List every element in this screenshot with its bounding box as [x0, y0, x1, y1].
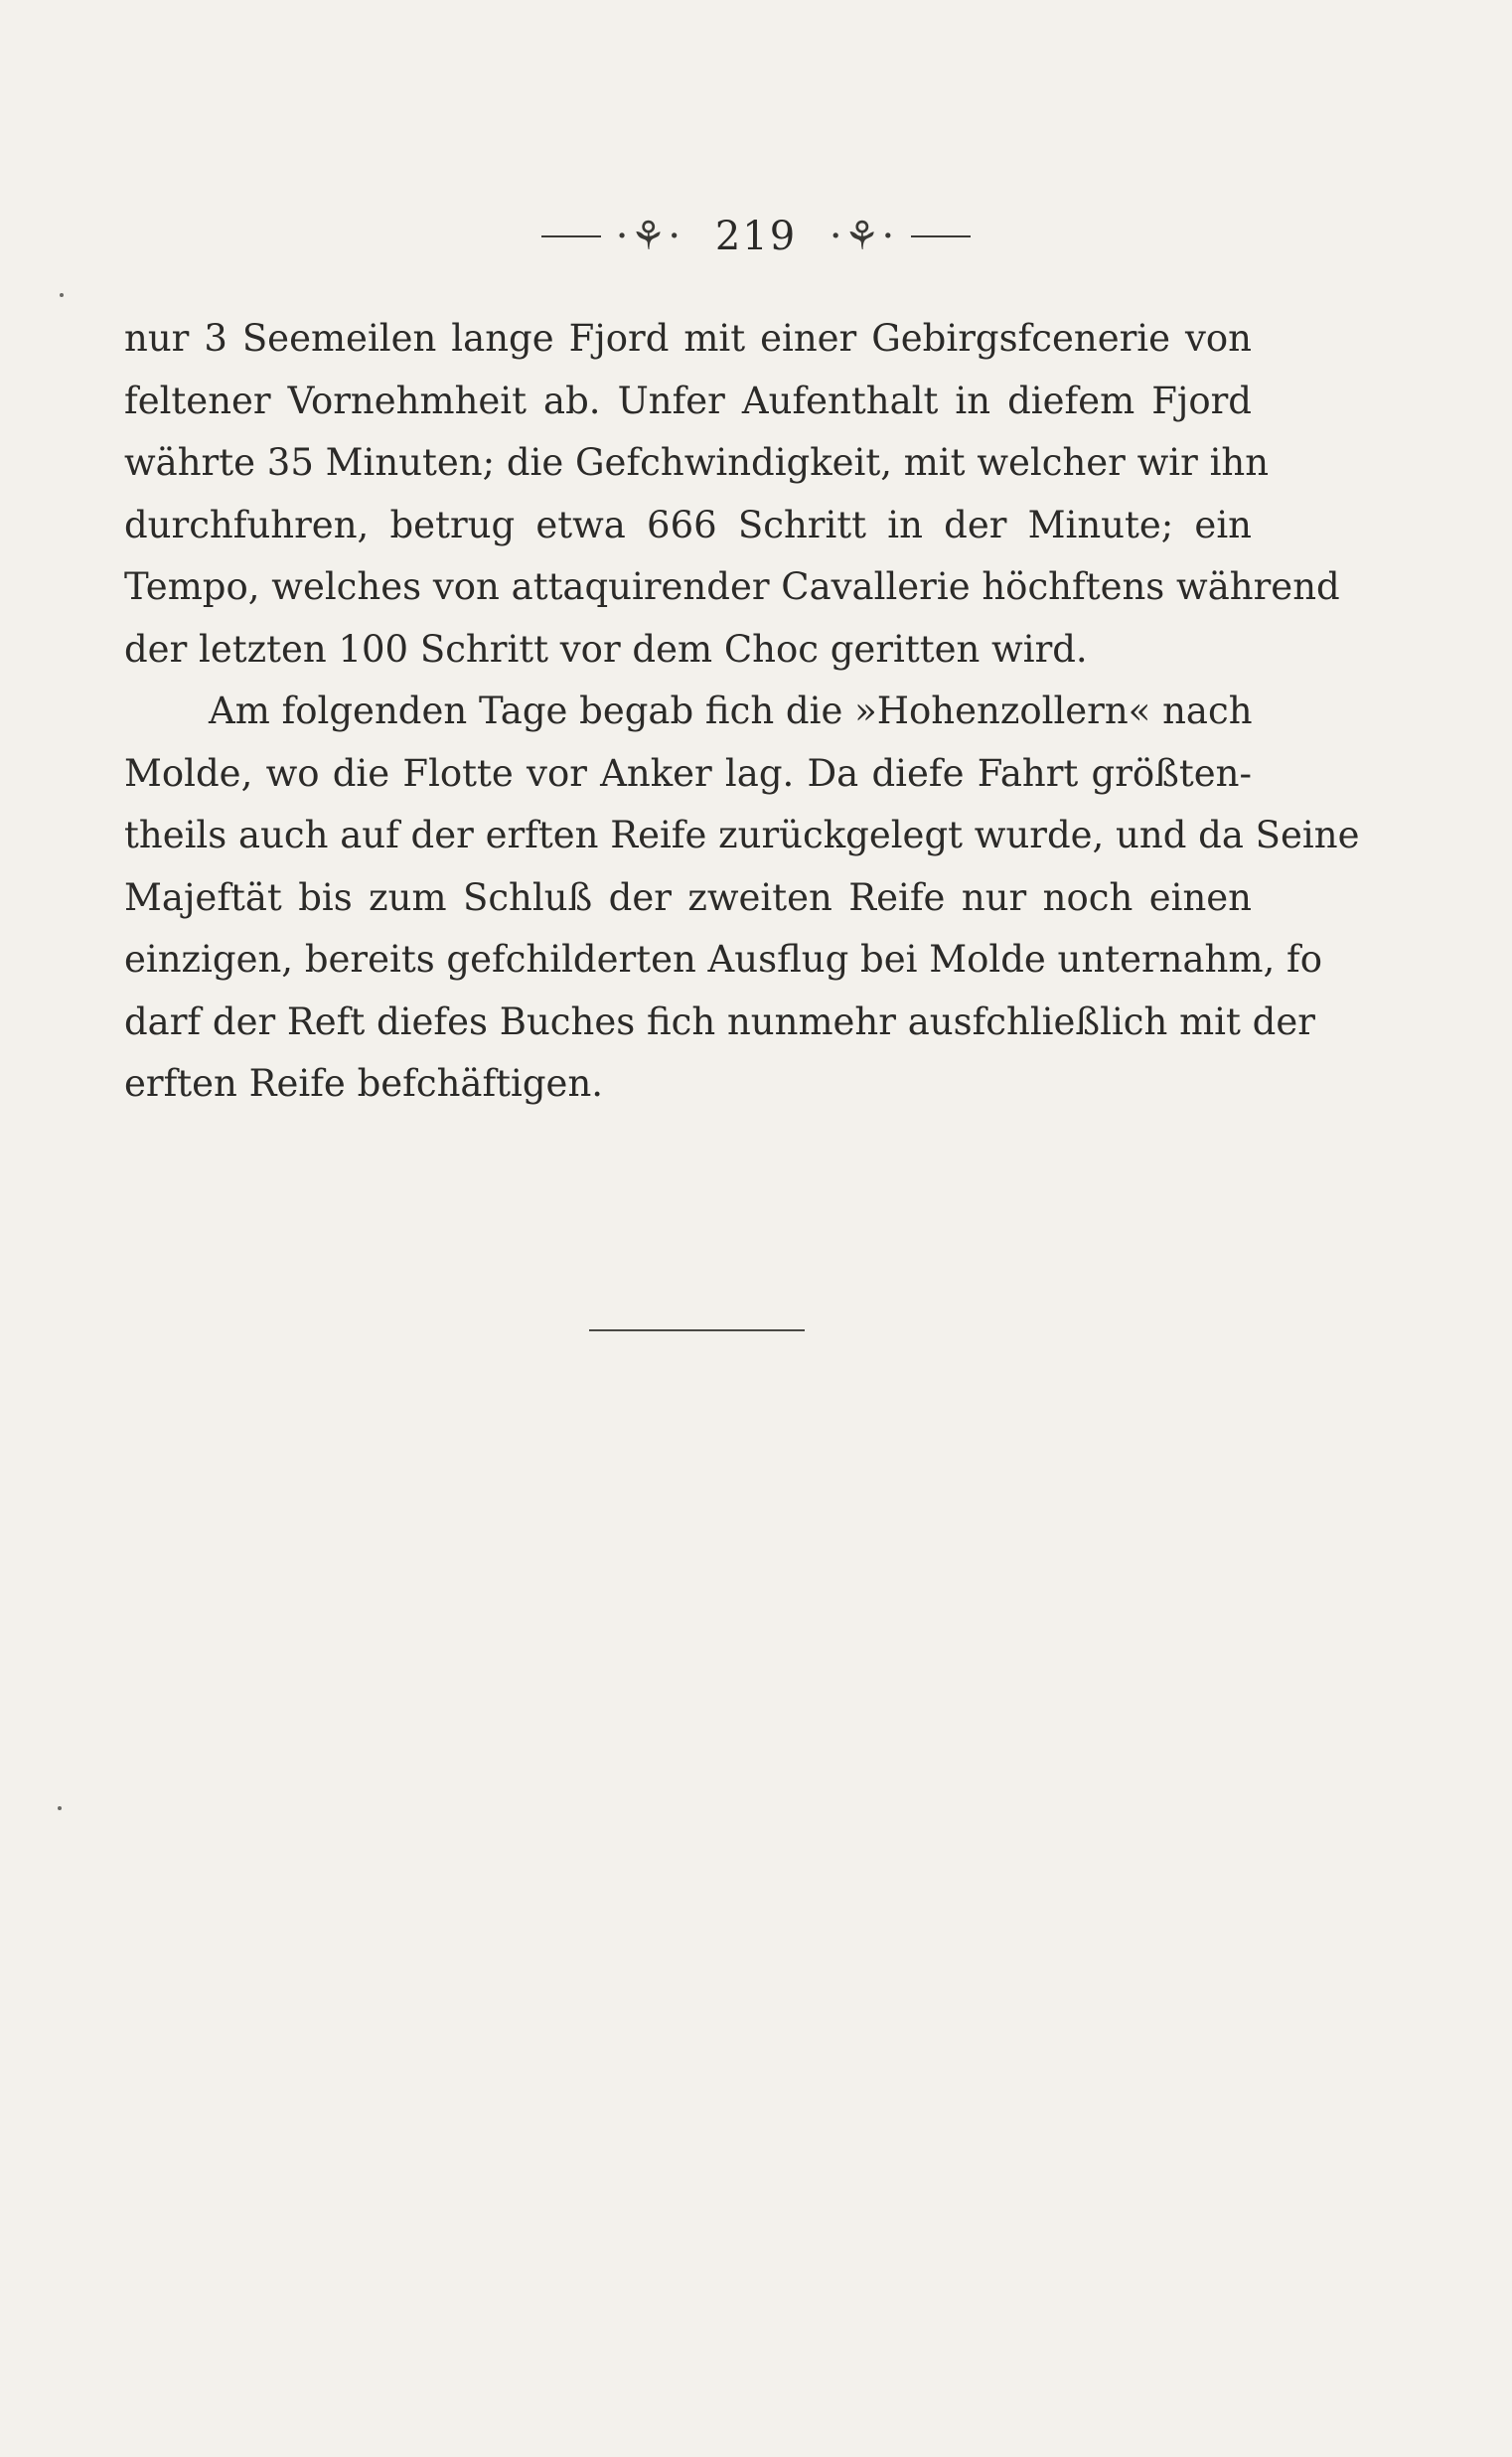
text-line: feltener Vornehmheit ab. Unfer Aufenthalt in diefem Fjord [124, 379, 1252, 422]
text-line: theils auch auf der erften Reife zurückgelegt wurde, und da Seine [124, 814, 1360, 856]
paper-speck [60, 293, 64, 297]
body-text [124, 308, 1360, 1116]
paper-speck [58, 1806, 62, 1810]
header-rule-right [911, 235, 971, 237]
text-line: darf der Reft diefes Buches fich nunmehr ausfchließlich mit der [124, 999, 1315, 1043]
text-line: Am folgenden Tage begab fich die »Hohenzollern« nach [209, 690, 1253, 732]
ornament-left-icon: ·⚘· [615, 214, 683, 259]
page-number: 219 [714, 214, 798, 259]
text-line: durchfuhren, betrug etwa 666 Schritt in der Minute; ein [124, 503, 1252, 546]
text-line: währte 35 Minuten; die Gefchwindigkeit, mit welcher wir ihn [124, 441, 1270, 484]
header-rule-left [541, 235, 601, 237]
text-line: nur 3 Seemeilen lange Fjord mit einer Gebirgsfcenerie von [124, 317, 1252, 360]
running-header [0, 209, 1512, 261]
ornament-right-icon: ·⚘· [829, 214, 897, 259]
text-line: Tempo, welches von attaquirender Cavallerie höchftens während [124, 565, 1340, 608]
section-divider [589, 1329, 805, 1331]
text-line: Molde, wo die Flotte vor Anker lag. Da diefe Fahrt größten- [124, 751, 1252, 795]
text-line: einzigen, bereits gefchilderten Ausflug bei Molde unternahm, fo [124, 938, 1322, 981]
text-line: Majeftät bis zum Schluß der zweiten Reife nur noch einen [124, 875, 1252, 919]
text-line: erften Reife befchäftigen. [124, 1062, 604, 1105]
text-line: der letzten 100 Schritt vor dem Choc geritten wird. [124, 627, 1088, 671]
